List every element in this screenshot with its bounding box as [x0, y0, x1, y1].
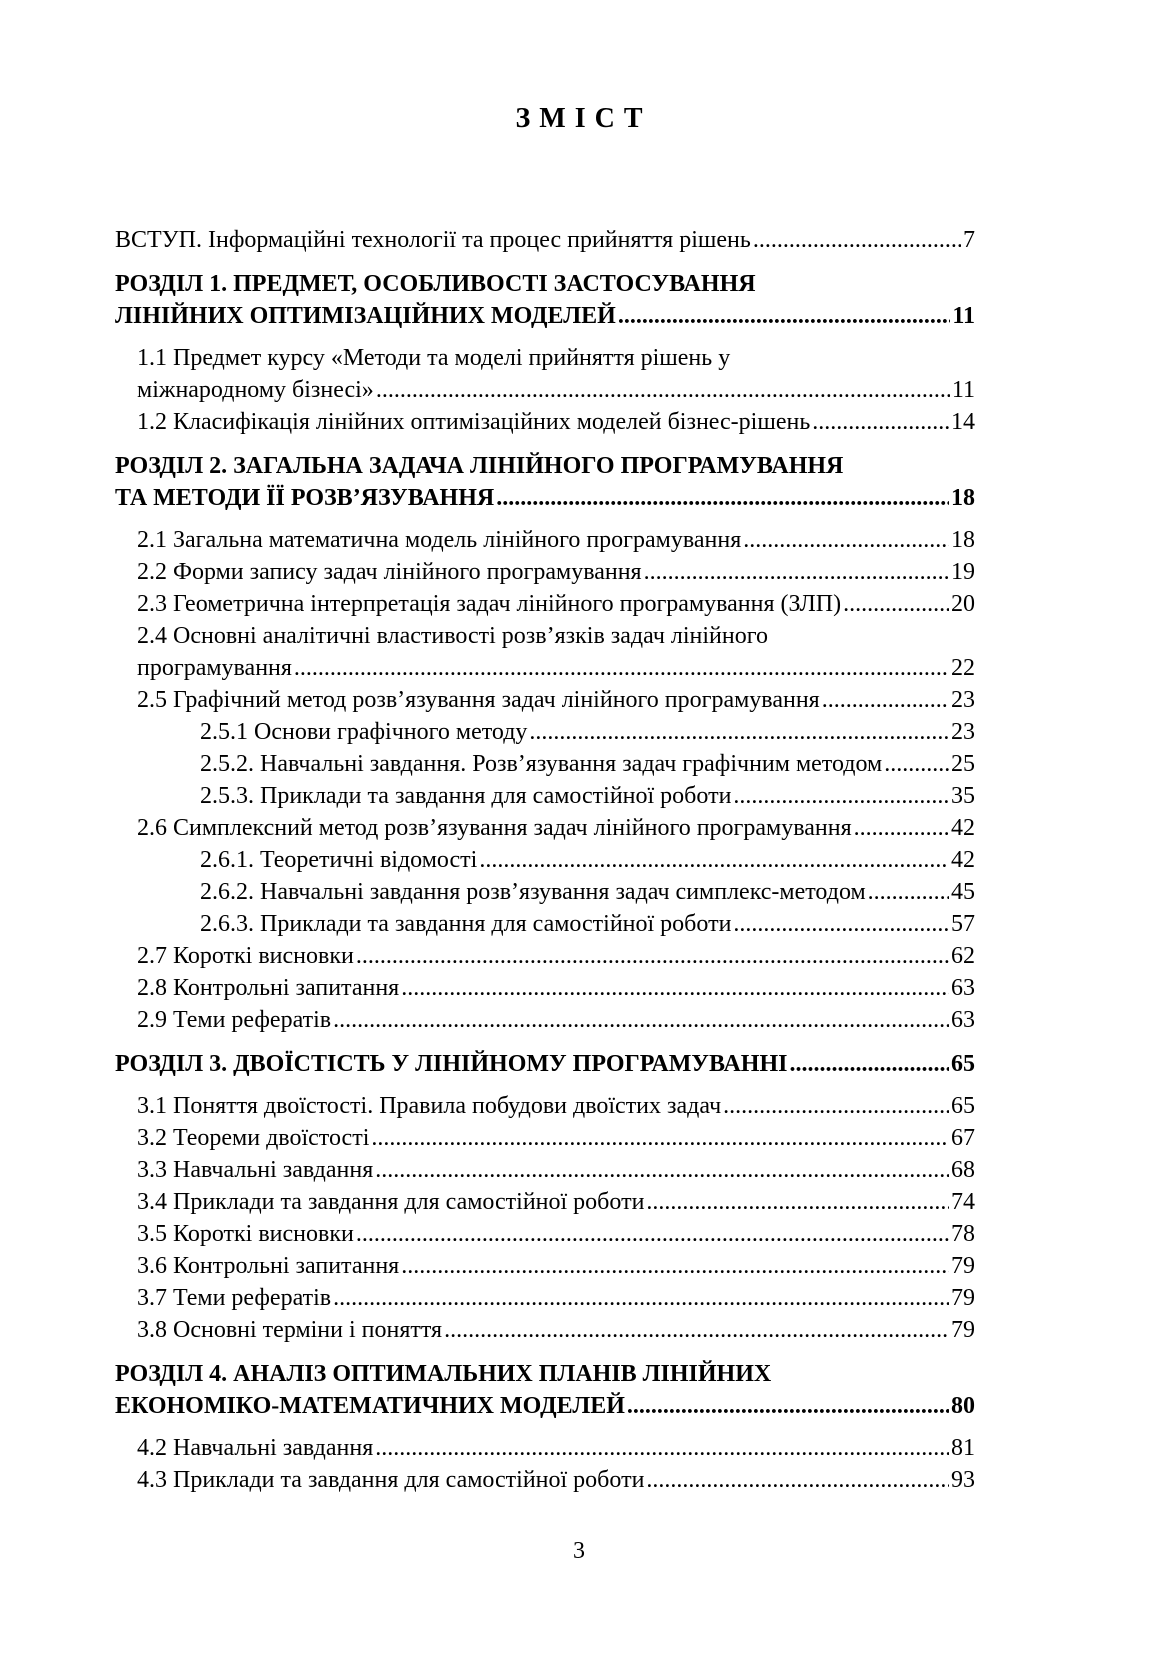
toc-entry: [115, 1314, 975, 1346]
toc-entry-text: РОЗДІЛ 3. ДВОЇСТІСТЬ У ЛІНІЙНОМУ ПРОГРАМУВАННІ: [115, 1051, 788, 1077]
dot-leader: [843, 588, 949, 620]
toc-entry-line: [137, 1432, 975, 1464]
toc-entry: [115, 556, 975, 588]
toc-entry-line: [137, 940, 975, 972]
toc-entry-text: міжнародному бізнесі»: [137, 377, 374, 403]
toc-entry-line: [137, 1250, 975, 1282]
toc-entry-text: 3.6 Контрольні запитання: [137, 1253, 400, 1279]
toc-entry-line: [137, 1004, 975, 1036]
toc-entry: [115, 972, 975, 1004]
toc-entry-line: [115, 1390, 975, 1422]
dot-leader: [627, 1390, 949, 1422]
toc-entry-text: програмування: [137, 655, 292, 681]
toc-entry-line: [137, 1218, 975, 1250]
dot-leader: [854, 812, 949, 844]
toc-entry-page-number: 80: [951, 1393, 975, 1419]
toc-entry-page-number: 25: [951, 751, 975, 777]
dot-leader: [753, 224, 961, 256]
dot-leader: [868, 876, 949, 908]
toc-entry-text: 2.5.3. Приклади та завдання для самостійної роботи: [200, 783, 732, 809]
toc-entry: [115, 268, 975, 332]
toc-entry-line: [115, 1358, 975, 1390]
toc-entry-page-number: 62: [951, 943, 975, 969]
dot-leader: [812, 406, 949, 438]
toc-entry-text: 3.8 Основні терміни і поняття: [137, 1317, 443, 1343]
toc-entry-line: [115, 450, 975, 482]
toc-entry-line: [137, 812, 975, 844]
footer-page-number: 3: [573, 1538, 585, 1564]
toc-entry-page-number: 42: [951, 847, 975, 873]
toc-entry-text: 2.6.2. Навчальні завдання розв’язування задач симплекс-методом: [200, 879, 866, 905]
toc-entry: [115, 1186, 975, 1218]
dot-leader: [646, 1186, 949, 1218]
toc-entry-text: ВСТУП. Інформаційні технології та процес прийняття рішень: [115, 227, 751, 253]
toc-entry-line: [200, 844, 975, 876]
toc-entry-line: [137, 1282, 975, 1314]
toc-entry-page-number: 79: [951, 1253, 975, 1279]
toc-entry-page-number: 20: [951, 591, 975, 617]
toc-entry-page-number: 65: [951, 1093, 975, 1119]
toc-entry-page-number: 67: [951, 1125, 975, 1151]
dot-leader: [333, 1282, 949, 1314]
dot-leader: [444, 1314, 949, 1346]
toc-entry-line: [115, 224, 975, 256]
toc-entry-text: 2.7 Короткі висновки: [137, 943, 354, 969]
toc-entry: [115, 1122, 975, 1154]
toc-entry-line: [115, 482, 975, 514]
toc-entry: [115, 1048, 975, 1080]
dot-leader: [375, 1154, 949, 1186]
toc-entry-line: [137, 972, 975, 1004]
dot-leader: [644, 556, 949, 588]
toc-entry-page-number: 35: [951, 783, 975, 809]
toc-entry-text: 3.5 Короткі висновки: [137, 1221, 354, 1247]
dot-leader: [822, 684, 949, 716]
toc-entry-page-number: 19: [951, 559, 975, 585]
toc-entry-page-number: 68: [951, 1157, 975, 1183]
toc-entry-line: [137, 342, 975, 374]
toc-entry-text: 2.8 Контрольні запитання: [137, 975, 400, 1001]
toc-entry: [115, 524, 975, 556]
toc-entry-text: 1.2 Класифікація лінійних оптимізаційних моделей бізнес-рішень: [137, 409, 811, 435]
toc-entry-page-number: 18: [951, 527, 975, 553]
dot-leader: [743, 524, 949, 556]
toc-entry-text: 2.4 Основні аналітичні властивості розв’язків задач лінійного: [137, 623, 768, 649]
toc-entry-line: [137, 1464, 975, 1496]
toc-entry-line: [137, 620, 975, 652]
toc-entry-text: ЛІНІЙНИХ ОПТИМІЗАЦІЙНИХ МОДЕЛЕЙ: [115, 303, 616, 329]
table-of-contents: [115, 224, 975, 1496]
toc-entry-page-number: 23: [951, 719, 975, 745]
toc-entry-line: [137, 406, 975, 438]
toc-entry-text: 3.3 Навчальні завдання: [137, 1157, 374, 1183]
dot-leader: [371, 1122, 949, 1154]
toc-entry-text: 2.9 Теми рефератів: [137, 1007, 332, 1033]
dot-leader: [723, 1090, 949, 1122]
toc-entry-line: [200, 780, 975, 812]
dot-leader: [646, 1464, 949, 1496]
toc-entry: [115, 1154, 975, 1186]
toc-entry-text: 3.7 Теми рефератів: [137, 1285, 332, 1311]
toc-entry: [115, 1004, 975, 1036]
toc-entry: [115, 620, 975, 684]
toc-entry: [115, 780, 975, 812]
dot-leader: [333, 1004, 949, 1036]
toc-entry-page-number: 22: [951, 655, 975, 681]
toc-entry-line: [137, 652, 975, 684]
toc-entry-text: 2.6 Симплексний метод розв’язування задач лінійного програмування: [137, 815, 852, 841]
dot-leader: [733, 908, 949, 940]
toc-entry-page-number: 63: [951, 1007, 975, 1033]
toc-entry: [115, 1282, 975, 1314]
toc-entry-line: [137, 1314, 975, 1346]
toc-entry-line: [115, 1048, 975, 1080]
dot-leader: [376, 374, 950, 406]
dot-leader: [356, 1218, 949, 1250]
toc-entry-text: ЕКОНОМІКО-МАТЕМАТИЧНИХ МОДЕЛЕЙ: [115, 1393, 625, 1419]
dot-leader: [375, 1432, 949, 1464]
dot-leader: [529, 716, 949, 748]
toc-entry-text: 4.2 Навчальні завдання: [137, 1435, 374, 1461]
toc-entry-line: [137, 1186, 975, 1218]
toc-entry-line: [115, 268, 975, 300]
dot-leader: [496, 482, 949, 514]
dot-leader: [884, 748, 949, 780]
dot-leader: [401, 972, 949, 1004]
toc-entry-page-number: 45: [951, 879, 975, 905]
toc-entry: [115, 1250, 975, 1282]
dot-leader: [401, 1250, 949, 1282]
dot-leader: [789, 1048, 949, 1080]
toc-entry: [115, 940, 975, 972]
toc-entry-line: [137, 588, 975, 620]
toc-entry-page-number: 78: [951, 1221, 975, 1247]
toc-entry-page-number: 7: [963, 227, 975, 253]
toc-entry: [115, 342, 975, 406]
toc-entry-page-number: 81: [951, 1435, 975, 1461]
toc-entry: [115, 716, 975, 748]
dot-leader: [479, 844, 949, 876]
toc-entry-text: 2.6.1. Теоретичні відомості: [200, 847, 478, 873]
toc-entry: [115, 1432, 975, 1464]
toc-entry-text: 2.5.1 Основи графічного методу: [200, 719, 528, 745]
toc-entry: [115, 684, 975, 716]
toc-entry-page-number: 11: [952, 303, 975, 329]
toc-entry-line: [137, 684, 975, 716]
toc-entry: [115, 844, 975, 876]
toc-entry-text: 1.1 Предмет курсу «Методи та моделі прийняття рішень у: [137, 345, 731, 371]
toc-entry-page-number: 42: [951, 815, 975, 841]
toc-entry-page-number: 93: [951, 1467, 975, 1493]
toc-entry-line: [115, 300, 975, 332]
toc-entry-text: 2.6.3. Приклади та завдання для самостійної роботи: [200, 911, 732, 937]
toc-entry: [115, 812, 975, 844]
toc-entry-line: [200, 876, 975, 908]
toc-entry-text: 2.2 Форми запису задач лінійного програмування: [137, 559, 642, 585]
toc-entry-page-number: 79: [951, 1285, 975, 1311]
toc-entry-text: 3.4 Приклади та завдання для самостійної роботи: [137, 1189, 645, 1215]
toc-entry-text: 4.3 Приклади та завдання для самостійної роботи: [137, 1467, 645, 1493]
toc-entry: [115, 876, 975, 908]
page-title: ЗМІСТ: [515, 103, 652, 134]
toc-entry-text: РОЗДІЛ 4. АНАЛІЗ ОПТИМАЛЬНИХ ПЛАНІВ ЛІНІЙНИХ: [115, 1361, 772, 1387]
dot-leader: [618, 300, 951, 332]
toc-entry-line: [200, 748, 975, 780]
toc-entry-page-number: 11: [951, 377, 975, 403]
toc-entry-line: [137, 524, 975, 556]
toc-entry-text: ТА МЕТОДИ ЇЇ РОЗВ’ЯЗУВАННЯ: [115, 485, 495, 511]
toc-entry-text: 2.3 Геометрична інтерпретація задач лінійного програмування (ЗЛП): [137, 591, 842, 617]
toc-entry-line: [200, 716, 975, 748]
toc-entry-page-number: 57: [951, 911, 975, 937]
toc-entry-text: 3.1 Поняття двоїстості. Правила побудови двоїстих задач: [137, 1093, 722, 1119]
toc-entry: [115, 1090, 975, 1122]
toc-entry-text: 2.1 Загальна математична модель лінійного програмування: [137, 527, 742, 553]
dot-leader: [356, 940, 949, 972]
toc-entry: [115, 1358, 975, 1422]
toc-entry: [115, 1218, 975, 1250]
toc-entry-text: РОЗДІЛ 2. ЗАГАЛЬНА ЗАДАЧА ЛІНІЙНОГО ПРОГРАМУВАННЯ: [115, 453, 844, 479]
toc-entry: [115, 450, 975, 514]
toc-entry: [115, 908, 975, 940]
toc-entry-page-number: 14: [951, 409, 975, 435]
toc-entry-page-number: 63: [951, 975, 975, 1001]
toc-entry: [115, 588, 975, 620]
toc-entry-page-number: 18: [951, 485, 975, 511]
toc-entry-line: [137, 1090, 975, 1122]
dot-leader: [294, 652, 949, 684]
toc-entry-text: 2.5 Графічний метод розв’язування задач лінійного програмування: [137, 687, 820, 713]
toc-entry-text: 3.2 Теореми двоїстості: [137, 1125, 370, 1151]
toc-entry: [115, 1464, 975, 1496]
toc-entry-line: [137, 1122, 975, 1154]
toc-entry-page-number: 74: [951, 1189, 975, 1215]
toc-entry-page-number: 65: [951, 1051, 975, 1077]
toc-entry: [115, 224, 975, 256]
toc-entry-text: 2.5.2. Навчальні завдання. Розв’язування задач графічним методом: [200, 751, 883, 777]
toc-entry: [115, 406, 975, 438]
toc-entry-line: [137, 556, 975, 588]
toc-entry-line: [137, 1154, 975, 1186]
toc-entry-page-number: 23: [951, 687, 975, 713]
toc-entry: [115, 748, 975, 780]
toc-entry-text: РОЗДІЛ 1. ПРЕДМЕТ, ОСОБЛИВОСТІ ЗАСТОСУВАННЯ: [115, 271, 756, 297]
toc-entry-line: [137, 374, 975, 406]
toc-entry-page-number: 79: [951, 1317, 975, 1343]
toc-entry-line: [200, 908, 975, 940]
dot-leader: [733, 780, 949, 812]
